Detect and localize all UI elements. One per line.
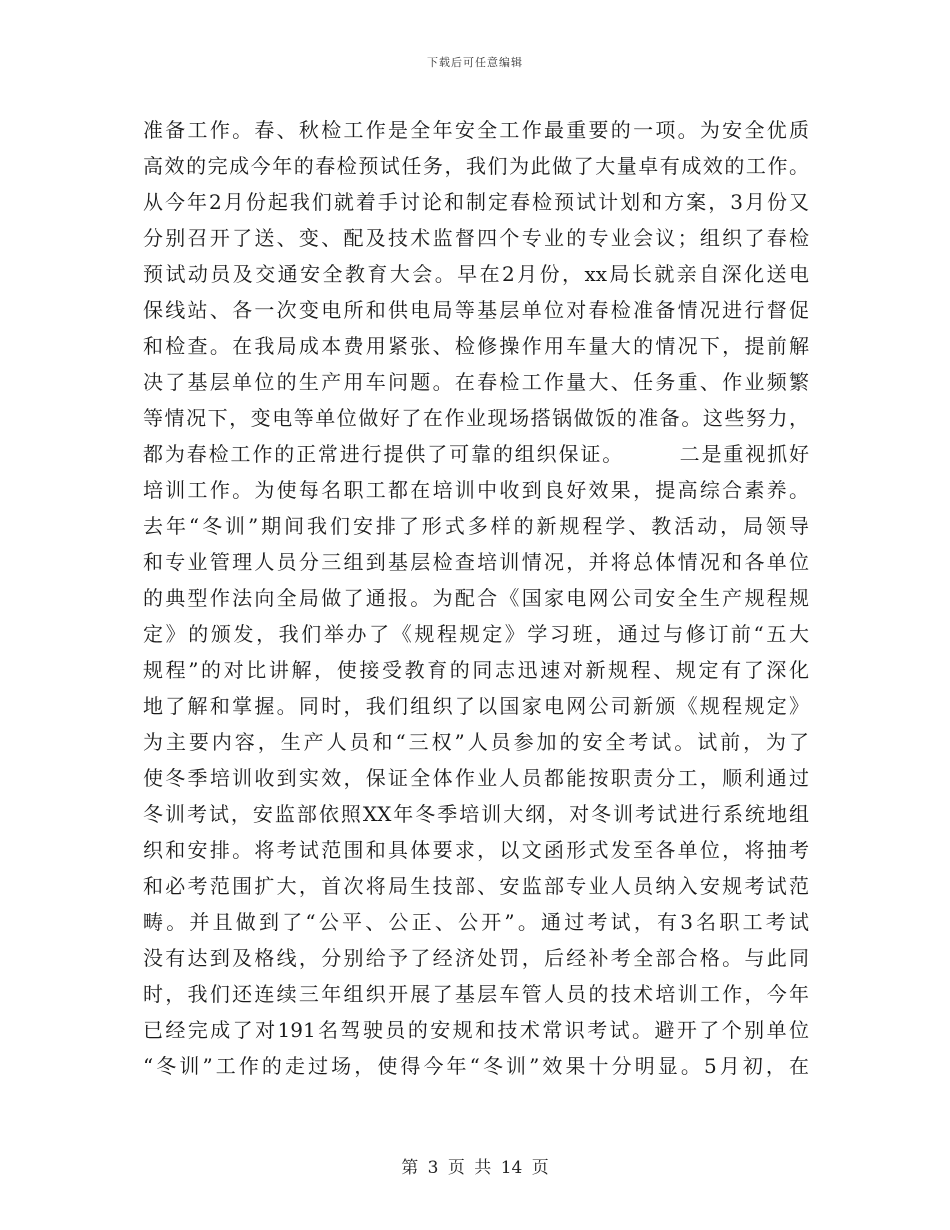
text-line: 为主要内容，生产人员和“三权”人员参加的安全考试。试前，为了 — [143, 730, 809, 754]
text-line: 畴。并且做到了“公平、公正、公开”。通过考试，有3名职工考试 — [143, 910, 809, 934]
text-line: 的典型作法向全局做了通报。为配合《国家电网公司安全生产规程规 — [143, 586, 809, 610]
text-line: 从今年2月份起我们就着手讨论和制定春检预试计划和方案，3月份又 — [143, 190, 809, 214]
text-line: 培训工作。为使每名职工都在培训中收到良好效果，提高综合素养。 — [143, 478, 809, 502]
text-line: 都为春检工作的正常进行提供了可靠的组织保证。 二是重视抓好 — [143, 442, 809, 466]
page-number-footer: 第 3 页 共 14 页 — [401, 1158, 549, 1178]
download-note: 下载后可任意编辑 — [427, 56, 523, 69]
text-line: 冬训考试，安监部依照XX年冬季培训大纲，对冬训考试进行系统地组 — [143, 802, 809, 826]
text-line: 去年“冬训”期间我们安排了形式多样的新规程学、教活动，局领导 — [143, 514, 809, 538]
text-line: 定》的颁发，我们举办了《规程规定》学习班，通过与修订前“五大 — [143, 622, 809, 646]
text-line: 和检查。在我局成本费用紧张、检修操作用车量大的情况下，提前解 — [143, 334, 809, 358]
text-line: 没有达到及格线，分别给予了经济处罚，后经补考全部合格。与此同 — [143, 946, 809, 970]
text-line: 时，我们还连续三年组织开展了基层车管人员的技术培训工作，今年 — [143, 982, 809, 1006]
text-line: 准备工作。春、秋检工作是全年安全工作最重要的一项。为安全优质 — [143, 118, 809, 142]
text-line: 使冬季培训收到实效，保证全体作业人员都能按职责分工，顺利通过 — [143, 766, 809, 790]
text-line: “冬训”工作的走过场，使得今年“冬训”效果十分明显。5月初，在 — [143, 1054, 809, 1078]
text-line: 等情况下，变电等单位做好了在作业现场搭锅做饭的准备。这些努力， — [143, 406, 809, 430]
text-line: 已经完成了对191名驾驶员的安规和技术常识考试。避开了个别单位 — [143, 1018, 809, 1042]
text-line: 织和安排。将考试范围和具体要求，以文函形式发至各单位，将抽考 — [143, 838, 809, 862]
text-line: 地了解和掌握。同时，我们组织了以国家电网公司新颁《规程规定》 — [143, 694, 809, 718]
text-line: 高效的完成今年的春检预试任务，我们为此做了大量卓有成效的工作。 — [143, 154, 809, 178]
text-line: 规程”的对比讲解，使接受教育的同志迅速对新规程、规定有了深化 — [143, 658, 809, 682]
text-line: 和专业管理人员分三组到基层检查培训情况，并将总体情况和各单位 — [143, 550, 809, 574]
text-line: 和必考范围扩大，首次将局生技部、安监部专业人员纳入安规考试范 — [143, 874, 809, 898]
text-line: 决了基层单位的生产用车问题。在春检工作量大、任务重、作业频繁 — [143, 370, 809, 394]
text-line: 预试动员及交通安全教育大会。早在2月份，xx局长就亲自深化送电 — [143, 262, 809, 286]
text-line: 保线站、各一次变电所和供电局等基层单位对春检准备情况进行督促 — [143, 298, 809, 322]
document-body — [143, 112, 809, 1084]
text-line: 分别召开了送、变、配及技术监督四个专业的专业会议；组织了春检 — [143, 226, 809, 250]
